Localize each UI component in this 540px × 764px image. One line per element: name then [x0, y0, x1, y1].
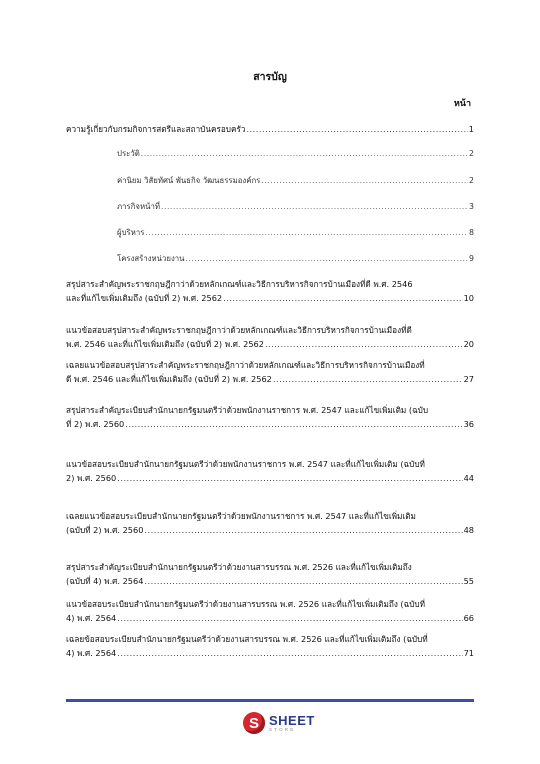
toc-entry-text: (ฉบับที่ 4) พ.ศ. 2564: [66, 576, 144, 586]
toc-entry-text: โครงสร้างหน่วยงาน: [117, 254, 185, 263]
toc-entry-text: ความรู้เกี่ยวกับกรมกิจการสตรีและสถาบันครอบครัว: [66, 124, 246, 134]
toc-entry-text: สรุปสาระสำคัญระเบียบสำนักนายกรัฐมนตรีว่าด้วยงานสารบรรณ พ.ศ. 2526 และที่แก้ไขเพิ่มเติมถึง: [66, 562, 412, 572]
toc-page-number: 48: [463, 525, 474, 535]
sheet-store-logo: [243, 709, 315, 737]
toc-entry[interactable]: [66, 122, 474, 136]
toc-page-number: 55: [463, 576, 474, 586]
toc-page-number: 71: [463, 648, 474, 658]
leader-dots: [141, 147, 468, 161]
leader-dots: [125, 417, 462, 431]
toc-entry-text: ที่ 2) พ.ศ. 2560: [66, 419, 125, 429]
toc-entry[interactable]: [66, 509, 474, 537]
logo-word: SHEET: [269, 712, 315, 728]
toc-entry-text: ประวัติ: [117, 149, 140, 158]
leader-dots: [223, 291, 462, 305]
leader-dots: [261, 174, 468, 188]
toc-page-number: 2: [469, 176, 474, 185]
toc-page-number: 44: [463, 473, 474, 483]
footer-divider: [66, 699, 474, 702]
toc-entry-text: เฉลยข้อสอบระเบียบสำนักนายกรัฐมนตรีว่าด้วยงานสารบรรณ พ.ศ. 2526 และที่แก้ไขเพิ่มเติมถึง (ฉบับที่: [66, 634, 428, 644]
leader-dots: [246, 122, 467, 136]
toc-entry[interactable]: [66, 632, 474, 660]
toc-entry-text: ผู้บริหาร: [117, 228, 145, 237]
logo-text: [269, 714, 315, 733]
toc-entry-text: 4) พ.ศ. 2564: [66, 613, 117, 623]
toc-page-number: 9: [469, 254, 474, 263]
toc-page-number: 20: [463, 339, 474, 349]
toc-entry[interactable]: [66, 597, 474, 625]
toc-entry[interactable]: [66, 457, 474, 485]
leader-dots: [144, 523, 462, 537]
toc-entry-text: ภารกิจหน้าที่: [117, 202, 160, 211]
toc-page-number: 1: [468, 124, 474, 134]
leader-dots: [144, 574, 462, 588]
leader-dots: [117, 611, 462, 625]
leader-dots: [145, 226, 468, 240]
toc-entry-text: ดี พ.ศ. 2546 และที่แก้ไขเพิ่มเติมถึง (ฉบับที่ 2) พ.ศ. 2562: [66, 374, 272, 384]
toc-subentry[interactable]: [117, 252, 474, 266]
toc-subentry[interactable]: [117, 174, 474, 188]
leader-dots: [161, 200, 468, 214]
toc-entry[interactable]: [66, 358, 474, 386]
page-title: สารบัญ: [253, 71, 287, 83]
toc-entry[interactable]: [66, 560, 474, 588]
toc-entry[interactable]: [66, 403, 474, 431]
leader-dots: [273, 372, 463, 386]
toc-entry-text: แนวข้อสอบระเบียบสำนักนายกรัฐมนตรีว่าด้วยพนักงานราชการ พ.ศ. 2547 และที่แก้ไขเพิ่มเติม (ฉบับที่: [66, 459, 425, 469]
leader-dots: [265, 337, 463, 351]
toc-page-number: 27: [463, 374, 474, 384]
toc-entry-text: เฉลยแนวข้อสอบสรุปสาระสำคัญพระราชกฤษฎีกาว่าด้วยหลักเกณฑ์และวิธีการบริหารกิจการบ้านเมืองที่: [66, 360, 425, 370]
toc-page-number: 2: [469, 149, 474, 158]
toc-entry[interactable]: [66, 277, 474, 305]
toc-entry-text: 4) พ.ศ. 2564: [66, 648, 117, 658]
toc-subentry[interactable]: [117, 226, 474, 240]
toc-entry-text: ค่านิยม วิสัยทัศน์ พันธกิจ วัฒนธรรมองค์กร: [117, 176, 261, 185]
toc-entry-text: 2) พ.ศ. 2560: [66, 473, 117, 483]
toc-page-number: 36: [463, 419, 474, 429]
toc-page-number: 3: [469, 202, 474, 211]
leader-dots: [117, 646, 462, 660]
logo-mark-icon: S: [243, 712, 265, 734]
toc-entry-text: สรุปสาระสำคัญระเบียบสำนักนายกรัฐมนตรีว่าด้วยพนักงานราชการ พ.ศ. 2547 และแก้ไขเพิ่มเติม (ฉบับ: [66, 405, 429, 415]
page-column-label: หน้า: [453, 99, 471, 109]
toc-entry-text: (ฉบับที่ 2) พ.ศ. 2560: [66, 525, 144, 535]
logo-subtext: STORE: [269, 726, 296, 732]
toc-entry-text: แนวข้อสอบสรุปสาระสำคัญพระราชกฤษฎีกาว่าด้วยหลักเกณฑ์และวิธีการบริหารกิจการบ้านเมืองที่ดี: [66, 325, 412, 335]
toc-subentry[interactable]: [117, 147, 474, 161]
toc-subentry[interactable]: [117, 200, 474, 214]
toc-entry-text: พ.ศ. 2546 และที่แก้ไขเพิ่มเติมถึง (ฉบับที่ 2) พ.ศ. 2562: [66, 339, 264, 349]
toc-entry-text: สรุปสาระสำคัญพระราชกฤษฎีกาว่าด้วยหลักเกณฑ์และวิธีการบริหารกิจการบ้านเมืองที่ดี พ.ศ. 2546: [66, 279, 413, 289]
toc-entry-text: และที่แก้ไขเพิ่มเติมถึง (ฉบับที่ 2) พ.ศ. 2562: [66, 293, 223, 303]
toc-page-number: 10: [463, 293, 474, 303]
toc-entry-text: เฉลยแนวข้อสอบระเบียบสำนักนายกรัฐมนตรีว่าด้วยพนักงานราชการ พ.ศ. 2547 และที่แก้ไขเพิ่มเติม: [66, 511, 416, 521]
toc-entry-text: แนวข้อสอบระเบียบสำนักนายกรัฐมนตรีว่าด้วยงานสารบรรณ พ.ศ. 2526 และที่แก้ไขเพิ่มเติมถึง (ฉบับที่: [66, 599, 425, 609]
leader-dots: [185, 252, 468, 266]
toc-page-number: 66: [463, 613, 474, 623]
leader-dots: [117, 471, 462, 485]
toc-entry[interactable]: [66, 323, 474, 351]
toc-page-number: 8: [469, 228, 474, 237]
